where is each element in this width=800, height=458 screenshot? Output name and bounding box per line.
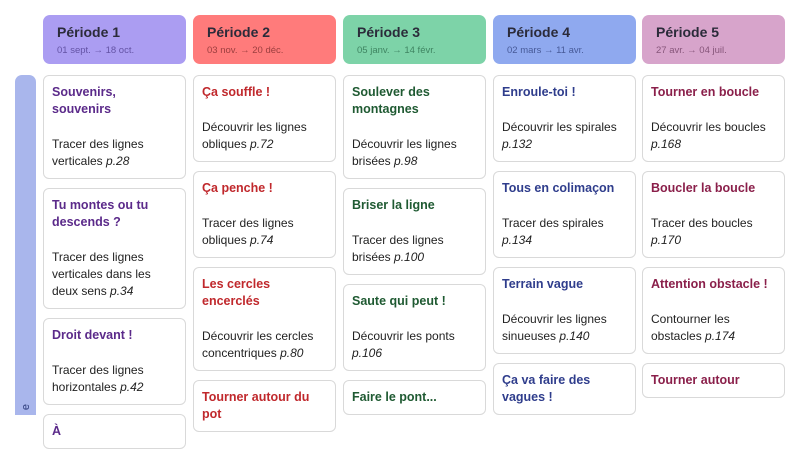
period-dates: 05 janv. → 14 févr. bbox=[357, 45, 436, 56]
activity-page-ref: p.28 bbox=[106, 154, 130, 168]
activity-skill: Tracer des lignes verticales dans les deux sens bbox=[52, 250, 151, 298]
period-dates: 27 avr. → 04 juil. bbox=[656, 45, 727, 56]
activity-page-ref: p.74 bbox=[250, 233, 274, 247]
activity-page-ref: p.72 bbox=[250, 137, 274, 151]
activity-card[interactable] bbox=[493, 75, 636, 162]
activity-card[interactable] bbox=[343, 188, 486, 275]
period-header-5[interactable] bbox=[642, 15, 785, 64]
activity-description bbox=[202, 328, 327, 362]
activity-title: À bbox=[52, 424, 62, 438]
activity-skill: Découvrir les spirales bbox=[502, 120, 617, 134]
activity-description bbox=[52, 136, 177, 170]
activity-card[interactable] bbox=[43, 188, 186, 309]
activity-title: Les cercles encerclés bbox=[202, 277, 271, 308]
activity-title: Tu montes ou tu descends ? bbox=[52, 198, 149, 229]
activity-card[interactable] bbox=[43, 75, 186, 179]
activity-title: Faire le pont... bbox=[352, 390, 437, 404]
activity-page-ref: p.174 bbox=[705, 329, 736, 343]
activity-page-ref: p.132 bbox=[502, 137, 533, 151]
activity-title: Terrain vague bbox=[502, 277, 584, 291]
activity-page-ref: p.42 bbox=[120, 380, 144, 394]
activity-card[interactable] bbox=[642, 171, 785, 258]
activity-description bbox=[352, 328, 477, 362]
activity-page-ref: p.168 bbox=[651, 137, 682, 151]
activity-card[interactable] bbox=[493, 267, 636, 354]
activity-page-ref: p.34 bbox=[110, 284, 134, 298]
activity-title: Droit devant ! bbox=[52, 328, 133, 342]
period-column-2 bbox=[193, 15, 336, 441]
activity-card[interactable] bbox=[193, 267, 336, 371]
activity-card[interactable] bbox=[43, 414, 186, 449]
period-column-4 bbox=[493, 15, 636, 424]
activity-title: Ça souffle ! bbox=[202, 85, 271, 99]
activity-page-ref: p.134 bbox=[502, 233, 533, 247]
period-header-2[interactable] bbox=[193, 15, 336, 64]
sidebar-label: e bbox=[19, 403, 32, 411]
activity-skill: Découvrir les ponts bbox=[352, 329, 455, 343]
activity-card[interactable] bbox=[193, 380, 336, 432]
period-dates: 03 nov. → 20 déc. bbox=[207, 45, 284, 56]
activity-skill: Tracer des lignes brisées bbox=[352, 233, 444, 264]
activity-card[interactable] bbox=[642, 267, 785, 354]
activity-card[interactable] bbox=[642, 363, 785, 398]
activity-title: Briser la ligne bbox=[352, 198, 435, 212]
activity-description bbox=[651, 215, 776, 249]
period-header-3[interactable] bbox=[343, 15, 486, 64]
activity-skill: Tracer des lignes verticales bbox=[52, 137, 144, 168]
activity-card[interactable] bbox=[43, 318, 186, 405]
activity-page-ref: p.80 bbox=[280, 346, 304, 360]
period-title: Période 3 bbox=[357, 24, 421, 40]
period-column-5 bbox=[642, 15, 785, 407]
activity-title: Soulever des montagnes bbox=[352, 85, 430, 116]
activity-page-ref: p.140 bbox=[559, 329, 590, 343]
activity-card[interactable] bbox=[642, 75, 785, 162]
activity-title: Enroule-toi ! bbox=[502, 85, 576, 99]
activity-title: Boucler la boucle bbox=[651, 181, 756, 195]
activity-title: Tourner en boucle bbox=[651, 85, 760, 99]
activity-card[interactable] bbox=[193, 171, 336, 258]
activity-description bbox=[651, 311, 776, 345]
activity-skill: Découvrir les lignes brisées bbox=[352, 137, 457, 168]
period-title: Période 5 bbox=[656, 24, 720, 40]
activity-skill: Tracer des lignes horizontales bbox=[52, 363, 144, 394]
activity-description bbox=[202, 215, 327, 249]
activity-skill: Découvrir les lignes obliques bbox=[202, 120, 307, 151]
activity-description bbox=[52, 249, 177, 300]
period-column-3 bbox=[343, 15, 486, 424]
activity-description bbox=[502, 311, 627, 345]
period-dates: 02 mars → 11 avr. bbox=[507, 45, 584, 56]
activity-skill: Tracer des lignes obliques bbox=[202, 216, 294, 247]
activity-skill: Découvrir les lignes sinueuses bbox=[502, 312, 607, 343]
activity-description bbox=[52, 362, 177, 396]
period-header-1[interactable] bbox=[43, 15, 186, 64]
activity-page-ref: p.170 bbox=[651, 233, 682, 247]
activity-page-ref: p.98 bbox=[394, 154, 418, 168]
activity-description bbox=[202, 119, 327, 153]
activity-card[interactable] bbox=[343, 284, 486, 371]
activity-title: Tourner autour bbox=[651, 373, 740, 387]
sidebar-strip bbox=[15, 75, 36, 415]
activity-page-ref: p.100 bbox=[394, 250, 425, 264]
activity-title: Tourner autour du pot bbox=[202, 390, 310, 421]
activity-title: Ça penche ! bbox=[202, 181, 273, 195]
activity-title: Souvenirs, souvenirs bbox=[52, 85, 116, 116]
activity-skill: Tracer des spirales bbox=[502, 216, 604, 230]
period-title: Période 4 bbox=[507, 24, 571, 40]
activity-card[interactable] bbox=[343, 380, 486, 415]
activity-card[interactable] bbox=[493, 171, 636, 258]
period-column-1 bbox=[43, 15, 186, 458]
activity-skill: Découvrir les cercles concentriques bbox=[202, 329, 314, 360]
activity-title: Saute qui peut ! bbox=[352, 294, 446, 308]
activity-skill: Découvrir les boucles bbox=[651, 120, 766, 134]
period-title: Période 1 bbox=[57, 24, 121, 40]
activity-skill: Tracer des boucles bbox=[651, 216, 753, 230]
activity-description bbox=[352, 136, 477, 170]
activity-description bbox=[502, 119, 627, 153]
period-dates: 01 sept. → 18 oct. bbox=[57, 45, 135, 56]
activity-description bbox=[352, 232, 477, 266]
activity-page-ref: p.106 bbox=[352, 346, 383, 360]
activity-card[interactable] bbox=[493, 363, 636, 415]
activity-card[interactable] bbox=[343, 75, 486, 179]
period-title: Période 2 bbox=[207, 24, 271, 40]
activity-title: Ça va faire des vagues ! bbox=[502, 373, 591, 404]
activity-description bbox=[651, 119, 776, 153]
activity-card[interactable] bbox=[193, 75, 336, 162]
activity-skill: Contourner les obstacles bbox=[651, 312, 730, 343]
activity-title: Tous en colimaçon bbox=[502, 181, 615, 195]
period-header-4[interactable] bbox=[493, 15, 636, 64]
activity-description bbox=[502, 215, 627, 249]
activity-title: Attention obstacle ! bbox=[651, 277, 768, 291]
